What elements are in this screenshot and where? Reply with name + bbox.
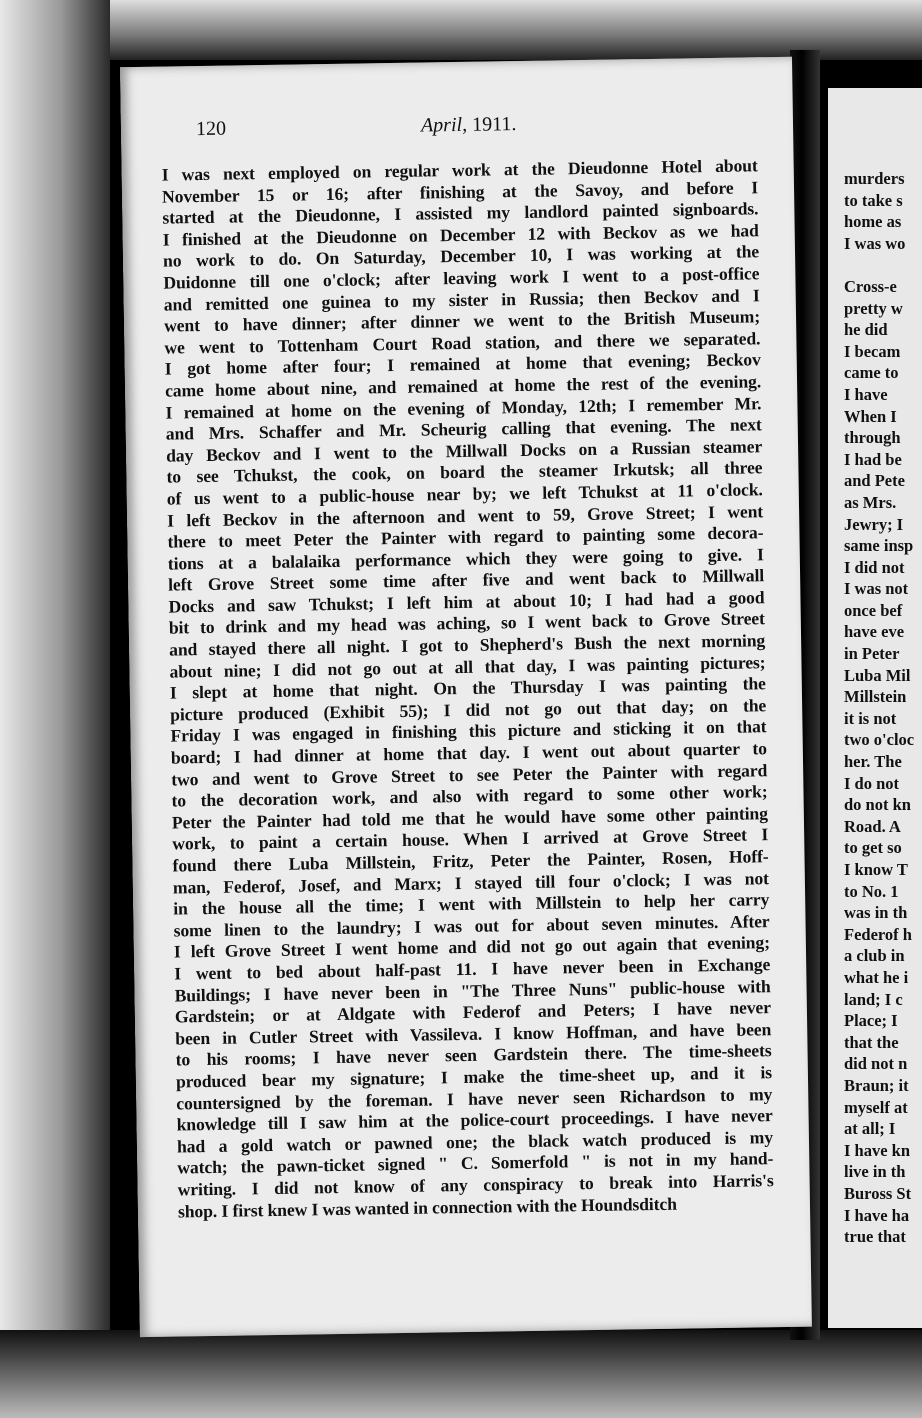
text-line: to his rooms; I have never seen Gardstein there. The time-sheets — [175, 1040, 772, 1070]
facing-text-line: a club in — [844, 946, 905, 966]
text-line: there to meet Peter the Painter with regard to painting some decora- — [167, 522, 764, 552]
facing-text-line: pretty w — [844, 298, 903, 318]
facing-text-line: land; I c — [844, 989, 903, 1009]
facing-text-line: Federof h — [844, 924, 912, 944]
facing-text-line: it is not — [844, 708, 897, 728]
text-line: started at the Dieudonne, I assisted my landlord painted signboards. — [162, 198, 759, 228]
facing-text-line: myself at — [844, 1097, 908, 1117]
facing-text-line: Road. A — [844, 816, 901, 836]
facing-text-line: in Peter — [844, 644, 900, 664]
text-line: no work to do. On Saturday, December 10, I was working at the — [162, 241, 760, 271]
facing-text-line: I have — [844, 384, 888, 404]
text-line: two and went to Grove Street to see Peter the Painter with regard — [171, 759, 768, 790]
running-head-month: April — [420, 113, 463, 137]
body-text — [162, 155, 775, 1222]
text-line: produced bear my signature; I make the time-sheet up, and it is — [175, 1062, 773, 1092]
text-line: Duidonne till one o'clock; after leaving work I went to a post-office — [163, 263, 760, 293]
facing-text-line: I had be — [844, 449, 902, 469]
text-line: and Mrs. Schaffer and Mr. Scheurig calling that evening. The next — [165, 414, 762, 444]
page-header — [196, 109, 756, 148]
facing-text-line: came to — [844, 363, 899, 383]
text-line: I was next employed on regular work at the Dieudonne Hotel about — [161, 155, 758, 185]
text-line: came home about nine, and remained at home the rest of the evening. — [164, 371, 762, 401]
facing-text-line: what he i — [844, 967, 909, 987]
facing-text-line: two o'cloc — [844, 730, 915, 750]
facing-text-line: once bef — [844, 600, 903, 620]
facing-text-line: and Pete — [844, 471, 905, 491]
facing-text-line: I becam — [844, 341, 901, 361]
facing-text-line: I have kn — [844, 1140, 911, 1160]
facing-text-line: I was not — [844, 579, 909, 599]
facing-page — [828, 88, 922, 1328]
text-line: watch; the pawn-ticket signed " C. Somerfold " is not in my hand- — [177, 1148, 774, 1178]
scan-background-top — [0, 0, 922, 60]
text-line: Gardstein; or at Aldgate with Federof and Peters; I have never — [174, 997, 772, 1027]
facing-text-line: murders — [844, 169, 905, 188]
facing-text-line: to get so — [844, 838, 902, 858]
text-line: writing. I did not know of any conspiracy to break into Harris's — [177, 1170, 774, 1200]
text-line: found there Luba Millstein, Fritz, Peter the Painter, Rosen, Hoff- — [172, 846, 769, 876]
text-line: countersigned by the foreman. I have never seen Richardson to my — [176, 1083, 773, 1114]
text-line: I slept at home that night. On the Thursday I was painting the — [169, 673, 766, 703]
text-line: I remained at home on the evening of Monday, 12th; I remember Mr. — [165, 392, 762, 423]
facing-text-line: Luba Mil — [844, 665, 911, 685]
facing-text-line: I was wo — [844, 233, 906, 253]
facing-text-line: I did not — [844, 557, 905, 577]
text-line: to see Tchukst, the cook, on board the steamer Irkutsk; all three — [166, 457, 763, 487]
text-line: tions at a balalaika performance which they were going to give. I — [167, 543, 764, 574]
paragraph-gap — [844, 254, 914, 276]
text-line: bit to drink and my head was aching, so I went back to Grove Street — [168, 608, 765, 639]
text-line: man, Federof, Josef, and Marx; I stayed till four o'clock; I was not — [172, 867, 770, 898]
text-line: I left Beckov in the afternoon and went to 59, Grove Street; I went — [167, 500, 764, 531]
facing-page-text — [844, 168, 914, 1248]
text-line: we went to Tottenham Court Road station, and there we separated. — [164, 328, 761, 358]
text-line: and remitted one guinea to my sister in Russia; then Beckov and I — [163, 284, 760, 315]
text-line: November 15 or 16; after finishing at the Savoy, and before I — [161, 176, 759, 207]
facing-text-line: live in th — [844, 1162, 906, 1182]
facing-text-line: Jewry; I — [844, 514, 904, 534]
facing-text-line: as Mrs. — [844, 492, 897, 512]
facing-text-line: Place; I — [844, 1011, 898, 1031]
facing-text-line: I do not — [844, 773, 900, 793]
text-line: of us went to a public-house near by; we left Tchukst at 11 o'clock. — [166, 479, 763, 509]
text-line: to the decoration work, and also with regard to some other work; — [171, 781, 768, 811]
facing-text-line: Millstein — [844, 687, 907, 707]
facing-text-line: at all; I — [844, 1119, 896, 1139]
running-head-year: , 1911. — [461, 113, 517, 136]
text-line: and stayed there all night. I got to Shepherd's Bush the next morning — [169, 630, 766, 660]
facing-text-line: he did — [844, 320, 888, 340]
page-number: 120 — [195, 117, 227, 141]
text-line: knowledge till I saw him at the police-court proceedings. I have never — [176, 1105, 773, 1135]
text-line: shop. I first knew I was wanted in connection with the Houndsditch — [177, 1193, 677, 1222]
text-line: I finished at the Dieudonne on December 12 with Beckov as we had — [162, 220, 759, 250]
text-line: picture produced (Exhibit 55); I did not go out that day; on the — [170, 695, 767, 725]
facing-text-line: home as — [844, 212, 902, 232]
text-line: went to have dinner; after dinner we went to the British Museum; — [163, 306, 761, 336]
facing-text-line: When I — [844, 406, 897, 426]
text-line: some linen to the laundry; I was out for about seven minutes. After — [173, 910, 770, 941]
facing-text-line: have eve — [844, 622, 905, 642]
facing-text-line: that the — [844, 1032, 899, 1052]
text-line: about nine; I did not go out at all that day, I was painting pictures; — [169, 651, 766, 682]
text-line: Friday I was engaged in finishing this picture and sticking it on that — [170, 716, 767, 747]
book-page — [120, 57, 812, 1337]
text-line: in the house all the time; I went with Millstein to help her carry — [173, 889, 770, 919]
scan-background-left — [0, 0, 110, 1418]
text-line: Buildings; I have never been in "The Three Nuns" public-house with — [174, 975, 771, 1006]
text-line: I went to bed about half-past 11. I have never been in Exchange — [174, 954, 771, 984]
facing-text-line: to take s — [844, 190, 903, 210]
facing-text-line: true that — [844, 1227, 906, 1247]
facing-text-line: do not kn — [844, 795, 911, 815]
text-line: day Beckov and I went to the Millwall Docks on a Russian steamer — [165, 435, 763, 466]
facing-text-line: I know T — [844, 860, 908, 879]
text-line: I got home after four; I remained at home that evening; Beckov — [164, 349, 761, 379]
facing-text-line: was in th — [844, 903, 908, 923]
facing-text-line: her. The — [844, 752, 902, 772]
text-line: left Grove Street some time after five and went back to Millwall — [168, 565, 765, 595]
facing-text-line: same insp — [844, 536, 914, 556]
running-head — [421, 113, 517, 137]
text-line: board; I had dinner at home that day. I went out about quarter to — [170, 738, 767, 768]
facing-text-line: to No. 1 — [844, 881, 899, 901]
facing-text-line: Braun; it — [844, 1075, 909, 1095]
facing-text-line: I have ha — [844, 1205, 910, 1225]
text-line: Peter the Painter had told me that he would have some other painting — [171, 803, 768, 833]
facing-text-line: through — [844, 428, 901, 448]
facing-text-line: Cross-e — [844, 276, 897, 296]
facing-text-line: did not n — [844, 1054, 908, 1074]
text-line: Docks and saw Tchukst; I left him at about 10; I had had a good — [168, 587, 765, 617]
facing-text-line: Buross St — [844, 1183, 912, 1203]
text-line: had a gold watch or pawned one; the black watch produced is my — [176, 1126, 774, 1157]
text-line: I left Grove Street I went home and did not go out again that evening; — [173, 932, 771, 962]
text-line: been in Cutler Street with Vassileva. I know Hoffman, and have been — [175, 1018, 772, 1049]
scan-background-bottom — [0, 1330, 922, 1418]
text-line: work, to paint a certain house. When I arrived at Grove Street I — [172, 824, 769, 854]
